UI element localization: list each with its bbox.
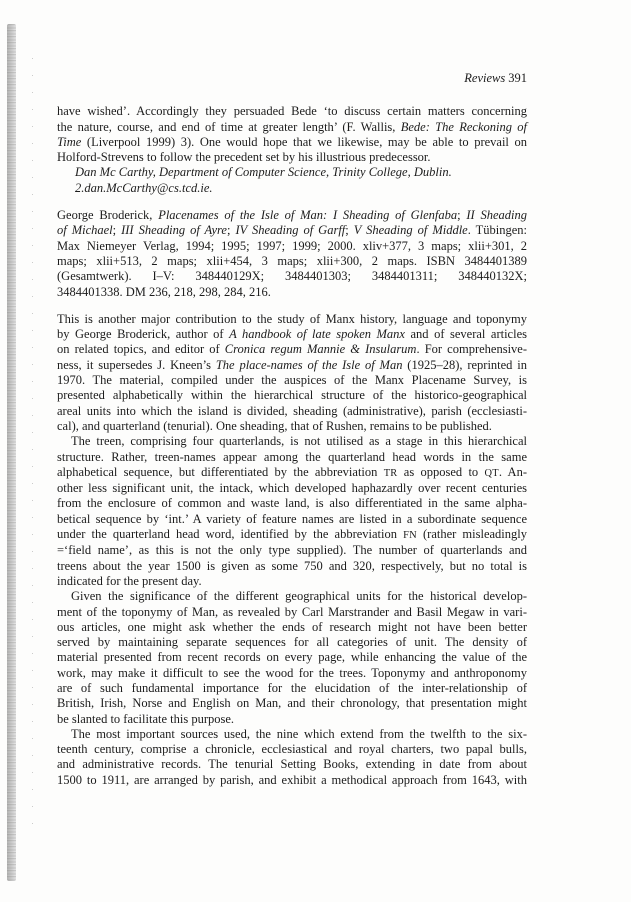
text-line (57, 589, 527, 604)
text-segment: cal), and quarterland (tenurial). One sheading, that of Rushen, remains to be published. (57, 418, 492, 433)
text-segment: material presented from recent records on every page, while enhancing the value of the (57, 650, 527, 665)
text-segment: ; (226, 223, 236, 238)
text-line (57, 465, 527, 481)
bibliographic-entry-broderick (57, 208, 527, 300)
text-segment: and of several articles (405, 327, 527, 342)
text-segment: by George Broderick, author of (57, 327, 230, 342)
text-line (57, 434, 527, 449)
text-segment: treens about the year 1500 is given as some 750 and 320, respectively, but no total is (57, 558, 527, 573)
italic-text-segment: 2.dan.McCarthy@cs.tcd.ie. (75, 180, 213, 195)
text-segment: (rather misleadingly (416, 527, 527, 542)
text-segment: other less significant unit, the intack, which developed haphazardly over recent centuries (57, 481, 527, 496)
text-segment: =‘field name’, as this is not the only type supplied). The number of quarterlands and (57, 543, 527, 558)
text-segment: ous articles, one might ask whether the ends of research might not have been better (57, 619, 527, 634)
text-segment: maps; xlii+513, 2 maps; xlii+454, 3 maps; xlii+300, 2 maps. ISBN 3484401389 (57, 253, 527, 268)
text-line (57, 742, 527, 757)
text-line (57, 450, 527, 465)
italic-text-segment: A handbook of late spoken Manx (229, 327, 405, 342)
text-segment: ; (345, 223, 354, 238)
page-text-column (57, 71, 527, 788)
text-segment: presented alphabetically within the hierarchical structure of the historico-geographical (57, 388, 527, 403)
running-title: Reviews (464, 71, 506, 85)
text-segment: ; (457, 208, 467, 223)
text-line (57, 543, 527, 558)
text-line (57, 285, 527, 300)
text-line (57, 150, 527, 165)
italic-text-segment: Time (57, 134, 82, 149)
paragraph-sources (57, 727, 527, 788)
text-line (57, 165, 527, 180)
text-line (57, 404, 527, 419)
text-segment: have wished’. Accordingly they persuaded Bede ‘to discuss certain matters concerning (57, 104, 527, 119)
text-line (57, 342, 527, 357)
italic-text-segment: Dan Mc Carthy, Department of Computer Science, Trinity College, Dublin. (75, 165, 452, 180)
text-segment: 3484401338. DM 236, 218, 298, 284, 216. (57, 284, 271, 299)
text-line (57, 773, 527, 788)
smallcaps-abbreviation: QT (484, 467, 499, 479)
text-line (57, 727, 527, 742)
text-line (57, 388, 527, 403)
text-segment: British, Irish, Norse and English on Man, and their chronology, that presentation might (57, 696, 527, 711)
text-segment: 1970. The material, compiled under the auspices of the Manx Placename Survey, is (57, 373, 527, 388)
italic-text-segment: Cronica regum Mannie & Insularum (224, 342, 417, 357)
text-segment: Holford-Strevens to follow the precedent set by his illustrious predecessor. (57, 150, 431, 165)
text-line (57, 559, 527, 574)
text-segment: work, may make it difficult to see the wood for the trees. Toponymy and anthroponomy (57, 665, 527, 680)
italic-text-segment: of Michael (57, 223, 113, 238)
text-line (57, 373, 527, 388)
text-segment: (1925–28), reprinted in (402, 357, 527, 372)
text-segment: on related topics, and editor of (57, 342, 225, 357)
text-line (57, 650, 527, 665)
text-segment: and administrative records. The tenurial Setting Books, extending in date from about (57, 757, 527, 772)
text-line (57, 681, 527, 696)
text-segment: betical sequence by ‘int.’ A variety of feature names are listed in a subordinate sequence (57, 511, 527, 526)
text-segment: structure. Rather, treen-names appear among the quarterland head words in the same (57, 449, 527, 464)
paragraph-geographical-units (57, 589, 527, 727)
text-segment: Given the significance of the different geographical units for the historical develop- (71, 589, 527, 604)
text-segment: (Gesamtwerk). I–V: 348440129X; 3484401303; 3484401311; 348440132X; (57, 269, 527, 284)
text-segment: the nature, course, and end of time at greater length’ (F. Wallis, (57, 119, 401, 134)
text-segment: . For comprehensive- (416, 342, 527, 357)
text-segment: The treen, comprising four quarterlands, is not utilised as a stage in this hierarchical (71, 434, 527, 449)
text-line (57, 481, 527, 496)
text-segment: indicated for the present day. (57, 573, 202, 588)
italic-text-segment: The place-names of the Isle of Man (215, 357, 403, 372)
text-line (57, 223, 527, 238)
text-line (57, 312, 527, 327)
text-segment: from the enclosure of common and waste land, is also differentiated in the same alpha- (57, 496, 527, 511)
text-line (57, 527, 527, 543)
text-line (57, 327, 527, 342)
text-line (57, 605, 527, 620)
paragraph-bede-review-conclusion (57, 104, 527, 196)
paragraph-treen-structure (57, 434, 527, 589)
text-segment: alphabetical sequence, but differentiated by the abbreviation (57, 464, 384, 479)
text-line (57, 757, 527, 772)
text-segment: teenth century, comprise a chronicle, ecclesiastical and royal charters, two papal bulls, (57, 742, 527, 757)
italic-text-segment: III Sheading of Ayre (121, 223, 227, 238)
text-line (57, 620, 527, 635)
text-line (57, 269, 527, 284)
smallcaps-abbreviation: TR (383, 467, 398, 479)
text-line (57, 181, 527, 196)
text-line (57, 666, 527, 681)
text-segment: (Liverpool 1999) 3). One would hope that we likewise, may be able to prevail on (81, 134, 527, 149)
text-line (57, 358, 527, 373)
italic-text-segment: II Sheading (466, 208, 527, 223)
text-line (57, 635, 527, 650)
text-segment: under the quarterland head word, identified by the abbreviation (57, 527, 404, 542)
page-number: 391 (508, 71, 527, 85)
italic-text-segment: IV Sheading of Garff (235, 223, 346, 238)
text-segment: areal units into which the island is divided, sheading (administrative), parish (ecclesiasti- (57, 403, 527, 418)
text-segment: served by maintaining separate sequences for all categories of unit. The density of (57, 635, 527, 650)
text-line (57, 712, 527, 727)
review-text-blocks (57, 104, 527, 788)
scan-binding-shadow (7, 24, 16, 881)
scan-artifact-dots (32, 58, 33, 838)
text-segment: . An- (498, 464, 527, 479)
text-segment: Max Niemeyer Verlag, 1994; 1995; 1997; 1999; 2000. xliv+377, 3 maps; xlii+301, 2 (57, 238, 527, 253)
text-segment: George Broderick, (57, 208, 159, 223)
running-header (57, 71, 527, 86)
italic-text-segment: Placenames of the Isle of Man: I Sheading of Glenfaba (158, 208, 458, 223)
text-segment: 1500 to 1911, are arranged by parish, and exhibit a methodical approach from 1643, with (57, 772, 527, 787)
italic-text-segment: V Sheading of Middle (353, 223, 468, 238)
smallcaps-abbreviation: FN (403, 530, 417, 542)
text-line (57, 696, 527, 711)
text-segment: ness, it supersedes J. Kneen’s (57, 357, 216, 372)
text-line (57, 135, 527, 150)
text-line (57, 512, 527, 527)
text-segment: This is another major contribution to the study of Manx history, language and toponymy (57, 311, 527, 326)
text-segment: ; (112, 223, 122, 238)
text-line (57, 104, 527, 119)
text-line (57, 239, 527, 254)
italic-text-segment: Bede: The Reckoning of (400, 119, 528, 134)
text-line (57, 574, 527, 589)
text-segment: as opposed to (397, 464, 485, 479)
text-line (57, 496, 527, 511)
text-line (57, 120, 527, 135)
text-segment: be slanted to facilitate this purpose. (57, 711, 235, 726)
text-segment: The most important sources used, the nine which extend from the twelfth to the six- (71, 726, 527, 741)
text-line (57, 208, 527, 223)
text-line (57, 254, 527, 269)
text-segment: are of such fundamental importance for the elucidation of the inter-relationship of (57, 680, 527, 695)
paragraph-review-intro (57, 312, 527, 434)
text-segment: ment of the toponymy of Man, as revealed by Carl Marstrander and Basil Megaw in vari- (57, 604, 527, 619)
text-line (57, 419, 527, 434)
text-segment: . Tübingen: (467, 223, 527, 238)
